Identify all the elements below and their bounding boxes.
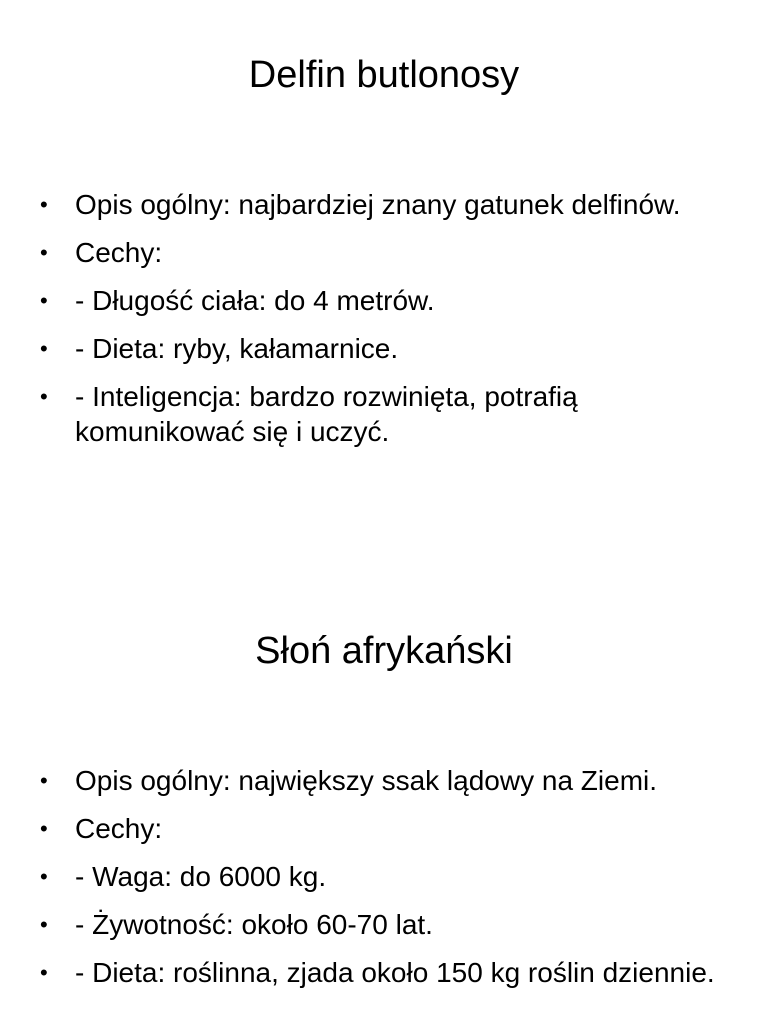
list-item-text: Opis ogólny: największy ssak lądowy na Ziemi. [75, 765, 658, 796]
list-item [40, 955, 730, 990]
list-item [40, 907, 730, 942]
list-item-text: - Żywotność: około 60-70 lat. [75, 909, 433, 940]
list-item-text: - Dieta: roślinna, zjada około 150 kg roślin dziennie. [75, 957, 715, 988]
bullet-icon: • [40, 240, 48, 265]
slide-title: Słoń afrykański [255, 630, 513, 672]
bullet-icon: • [40, 192, 48, 217]
list-item-text: - Długość ciała: do 4 metrów. [75, 285, 435, 316]
list-item [40, 763, 730, 798]
list-item [40, 331, 730, 366]
list-item-text: - Inteligencja: bardzo rozwinięta, potrafią komunikować się i uczyć. [75, 381, 578, 447]
list-item-text: - Waga: do 6000 kg. [75, 861, 327, 892]
list-item-text: Cechy: [75, 813, 163, 844]
bullet-icon: • [40, 816, 48, 841]
list-item [40, 811, 730, 846]
bullet-icon: • [40, 336, 48, 361]
list-item [40, 859, 730, 894]
bullet-list [40, 763, 730, 1003]
list-item [40, 379, 730, 449]
bullet-icon: • [40, 960, 48, 985]
bullet-icon: • [40, 288, 48, 313]
list-item-text: Cechy: [75, 237, 163, 268]
bullet-icon: • [40, 768, 48, 793]
bullet-icon: • [40, 912, 48, 937]
list-item-text: - Dieta: ryby, kałamarnice. [75, 333, 399, 364]
list-item [40, 283, 730, 318]
list-item-text: Opis ogólny: najbardziej znany gatunek delfinów. [75, 189, 681, 220]
list-item [40, 235, 730, 270]
list-item [40, 187, 730, 222]
bullet-icon: • [40, 864, 48, 889]
slide-title: Delfin butlonosy [248, 54, 520, 96]
bullet-icon: • [40, 384, 48, 409]
bullet-list [40, 187, 730, 462]
